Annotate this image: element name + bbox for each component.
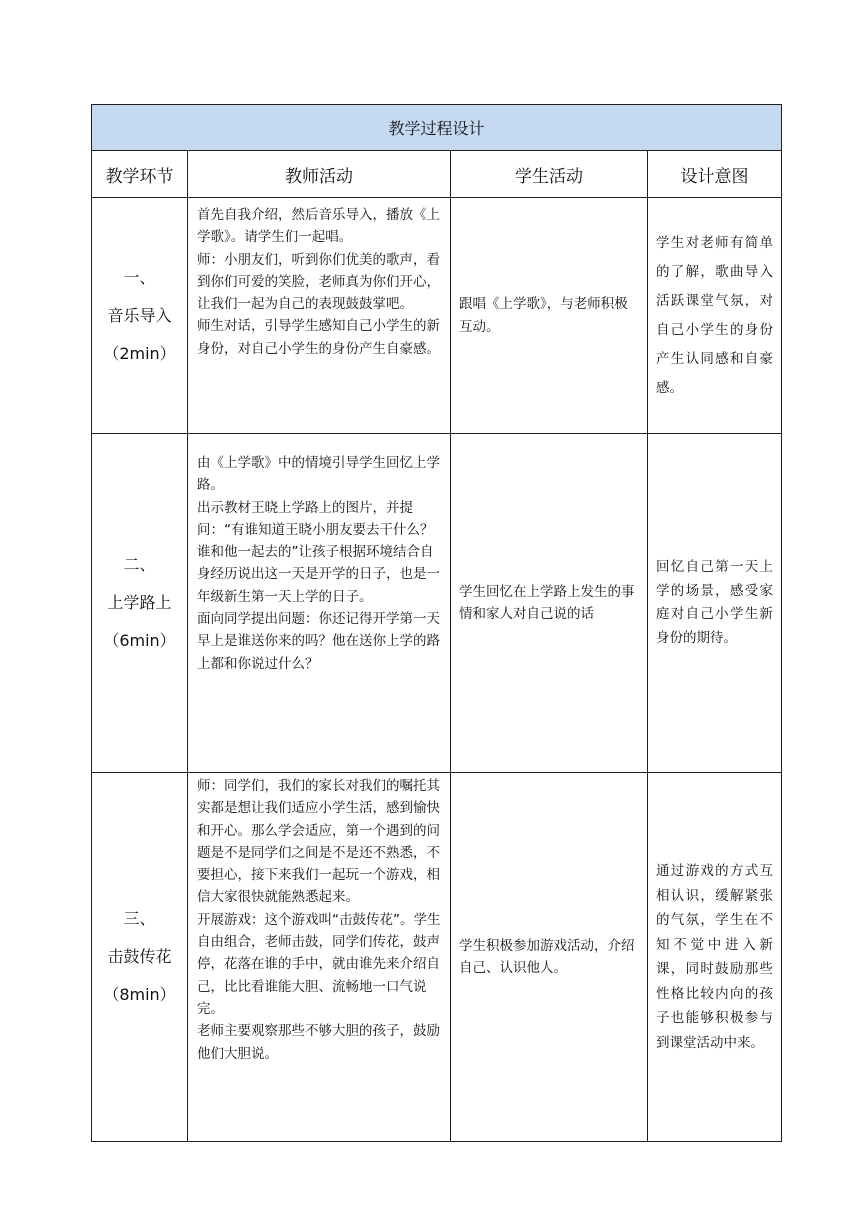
stage-cell — [92, 773, 188, 1142]
teacher-paragraph: 师生对话，引导学生感知自己小学生的新身份，对自己小学生的身份产生自豪感。 — [197, 318, 440, 357]
teacher-paragraph: 由《上学歌》中的情境引导学生回忆上学路。 — [197, 455, 440, 494]
design-intent-cell: 学生对老师有简单的了解，歌曲导入活跃课堂气氛，对自己小学生的身份产生认同感和自豪感。 — [648, 198, 782, 434]
stage-duration: （2min） — [103, 343, 176, 363]
teacher-paragraph: 面向同学提出问题：你还记得开学第一天早上是谁送你来的吗？他在送你上学的路上都和你说过什么？ — [197, 611, 440, 672]
teacher-activity-cell — [188, 198, 451, 434]
student-activity-cell: 跟唱《上学歌》，与老师积极互动。 — [451, 198, 648, 434]
stage-duration: （8min） — [103, 985, 176, 1004]
header-stage: 教学环节 — [92, 151, 188, 198]
table-row — [92, 773, 782, 1142]
stage-number: 三、 — [123, 909, 156, 928]
stage-cell — [92, 434, 188, 773]
teacher-activity-cell — [188, 434, 451, 773]
header-student-activity: 学生活动 — [451, 151, 648, 198]
table-title: 教学过程设计 — [92, 105, 782, 151]
student-activity-cell: 学生回忆在上学路上发生的事情和家人对自己说的话 — [451, 434, 648, 773]
stage-cell — [92, 198, 188, 434]
lesson-process-table — [91, 104, 782, 1142]
teacher-paragraph: 师：小朋友们，听到你们优美的歌声，看到你们可爱的笑脸，老师真为你们开心，让我们一起为自己的表现鼓鼓掌吧。 — [197, 251, 440, 313]
table-header-row — [92, 151, 782, 198]
stage-number: 一、 — [123, 267, 156, 287]
table-row — [92, 198, 782, 434]
table-row — [92, 434, 782, 773]
design-intent-cell: 通过游戏的方式互相认识，缓解紧张的气氛，学生在不知不觉中进入新课，同时鼓励那些性格比较内向的孩子也能够积极参与到课堂活动中来。 — [648, 773, 782, 1142]
teacher-paragraph: 师：同学们，我们的家长对我们的嘱托其实都是想让我们适应小学生活，感到愉快和开心。那么学会适应，第一个遇到的问题是不是同学们之间是不是还不熟悉，不要担心，接下来我们一起玩一个游戏，相信大家很快就能熟悉起来。 — [197, 778, 440, 906]
header-teacher-activity: 教师活动 — [188, 151, 451, 198]
teacher-paragraph: 老师主要观察那些不够大胆的孩子，鼓励他们大胆说。 — [197, 1023, 440, 1062]
teacher-paragraph: 开展游戏：这个游戏叫“击鼓传花”。学生自由组合，老师击鼓，同学们传花，鼓声停，花落在谁的手中，就由谁先来介绍自己，比比看谁能大胆、流畅地一口气说完。 — [197, 911, 441, 1017]
teacher-paragraph: 出示教材王晓上学路上的图片，并提问：“有谁知道王晓小朋友要去干什么？谁和他一起去的”让孩子根据环境结合自身经历说出这一天是开学的日子，也是一年级新生第一天上学的日子。 — [197, 499, 440, 605]
teacher-paragraph: 首先自我介绍，然后音乐导入，播放《上学歌》。请学生们一起唱。 — [197, 207, 440, 246]
teacher-activity-cell — [188, 773, 451, 1142]
header-design-intent: 设计意图 — [648, 151, 782, 198]
stage-name: 音乐导入 — [107, 305, 172, 325]
table-title-row — [92, 105, 782, 151]
stage-duration: （6min） — [103, 631, 176, 650]
stage-name: 击鼓传花 — [107, 947, 172, 966]
stage-name: 上学路上 — [107, 593, 172, 612]
student-activity-cell: 学生积极参加游戏活动，介绍自己、认识他人。 — [451, 773, 648, 1142]
stage-number: 二、 — [123, 555, 156, 574]
design-intent-cell: 回忆自己第一天上学的场景，感受家庭对自己小学生新身份的期待。 — [648, 434, 782, 773]
